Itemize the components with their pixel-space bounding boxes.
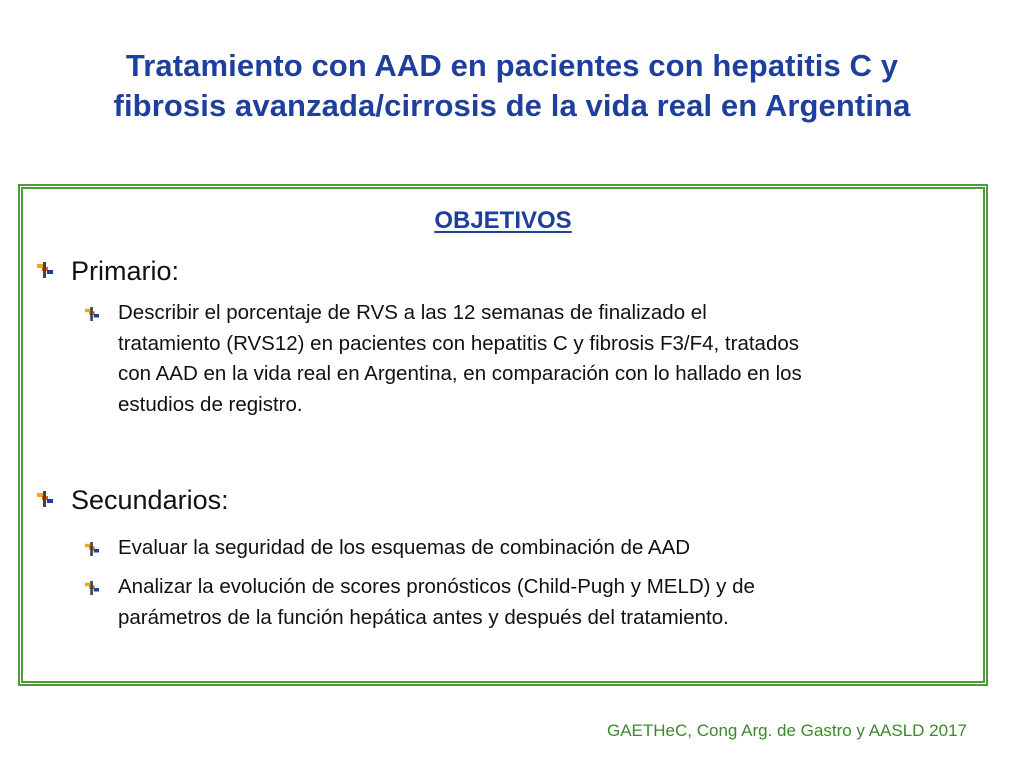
objectives-box	[18, 184, 988, 686]
stepped-bullet-icon	[37, 491, 53, 507]
text-line: parámetros de la función hepática antes y después del tratamiento.	[118, 605, 729, 629]
stepped-bullet-icon	[85, 307, 99, 321]
primary-label: Primario:	[71, 256, 180, 286]
stepped-bullet-icon	[85, 542, 99, 556]
text-line: estudios de registro.	[118, 392, 303, 416]
title-line-2: fibrosis avanzada/cirrosis de la vida real en Argentina	[113, 88, 911, 123]
stepped-bullet-icon	[85, 581, 99, 595]
secondary-label: Secundarios:	[71, 485, 229, 515]
secondary-item	[118, 572, 983, 633]
text-line: Describir el porcentaje de RVS a las 12 semanas de finalizado el	[118, 301, 707, 324]
objectives-heading: OBJETIVOS	[434, 207, 572, 234]
title-line-1: Tratamiento con AAD en pacientes con hepatitis C y	[125, 48, 899, 83]
secondary-item	[118, 533, 983, 564]
stepped-bullet-icon	[37, 262, 53, 278]
text-line: Evaluar la seguridad de los esquemas de combinación de AAD	[118, 536, 691, 559]
text-line: con AAD en la vida real en Argentina, en comparación con lo hallado en los	[118, 362, 802, 385]
slide-title	[40, 46, 984, 126]
text-line: Analizar la evolución de scores pronósticos (Child-Pugh y MELD) y de	[118, 575, 755, 598]
citation: GAETHeC, Cong Arg. de Gastro y AASLD 2017	[606, 721, 967, 740]
primary-item	[118, 298, 983, 420]
text-line: tratamiento (RVS12) en pacientes con hepatitis C y fibrosis F3/F4, tratados	[118, 331, 800, 355]
